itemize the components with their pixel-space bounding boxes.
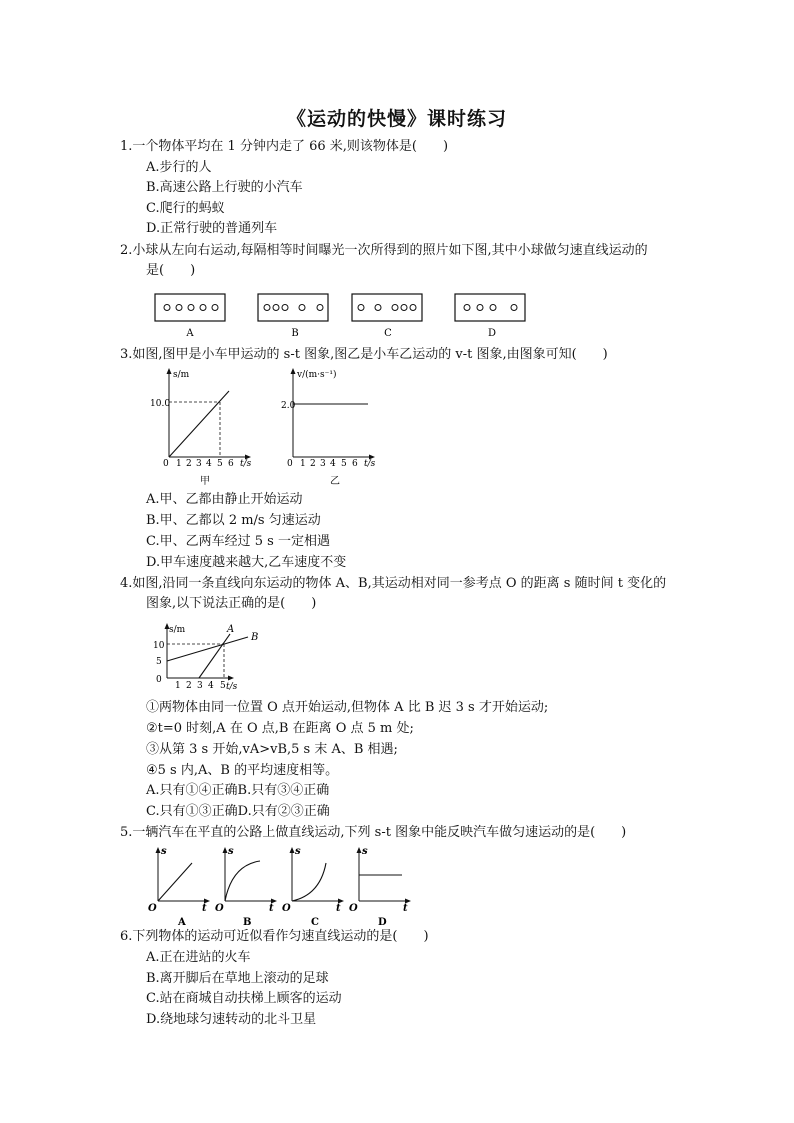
q4-statement-1: ①两物体由同一位置 O 点开始运动,但物体 A 比 B 迟 3 s 才开始运动; (146, 700, 549, 715)
q5-d-t-label: t (403, 903, 408, 914)
photo-a-label: A (186, 328, 194, 339)
q1-option-b: B.高速公路上行驶的小汽车 (146, 180, 303, 195)
q4-stem-line2: 图象,以下说法正确的是( ) (146, 596, 317, 611)
q5-graph-b (215, 846, 277, 928)
q2-stem-line1: 2.小球从左向右运动,每隔相等时间曝光一次所得到的照片如下图,其中小球做匀速直线运动的 (120, 243, 648, 258)
jia-x-tick-0: 0 (163, 459, 169, 469)
graph-jia (150, 368, 252, 487)
q1-option-a: A.步行的人 (146, 160, 212, 175)
q5-b-label: B (243, 917, 252, 928)
line-b (167, 637, 248, 661)
yi-y-label: v/(m·s⁻¹) (297, 370, 337, 380)
yi-x-tick-1: 1 (300, 459, 306, 469)
jia-x-tick-3: 3 (196, 459, 202, 469)
q4-options-line2: C.只有①③正确D.只有②③正确 (146, 804, 330, 819)
q5-a-s-label: s (161, 846, 167, 857)
q3-option-a: A.甲、乙都由静止开始运动 (146, 492, 303, 507)
q3-stem: 3.如图,图甲是小车甲运动的 s-t 图象,图乙是小车乙运动的 v-t 图象,由图象可知( ) (120, 347, 608, 362)
q4-statement-4: ④5 s 内,A、B 的平均速度相等。 (146, 763, 339, 778)
q5-a-label: A (178, 917, 186, 928)
q1-option-c: C.爬行的蚂蚁 (146, 201, 225, 216)
q5-c-label: C (311, 917, 319, 928)
q4-statement-2: ②t=0 时刻,A 在 O 点,B 在距离 O 点 5 m 处; (146, 721, 414, 736)
q5-b-t-label: t (269, 903, 274, 914)
yi-x-tick-2: 2 (310, 459, 316, 469)
q3-graphs (150, 365, 400, 490)
q4-y-tick-10: 10 (153, 641, 165, 651)
q4-label-a: A (227, 624, 235, 635)
q5-graphs (144, 843, 414, 928)
graph-yi (281, 368, 376, 487)
q5-graph-c (282, 846, 344, 928)
jia-y-tick: 10.0 (150, 399, 171, 409)
q4-x-tick-2: 2 (186, 681, 192, 691)
q5-c-t-label: t (336, 903, 341, 914)
q5-stem: 5.一辆汽车在平直的公路上做直线运动,下列 s-t 图象中能反映汽车做匀速运动的是( ) (120, 825, 627, 840)
yi-x-tick-3: 3 (320, 459, 326, 469)
jia-x-tick-6: 6 (228, 459, 234, 469)
jia-caption: 甲 (200, 476, 210, 487)
jia-x-tick-4: 4 (206, 459, 212, 469)
q6-option-c: C.站在商城自动扶梯上顾客的运动 (146, 991, 342, 1006)
q4-x-tick-1: 1 (175, 681, 181, 691)
q5-a-t-label: t (202, 903, 207, 914)
jia-y-label: s/m (173, 370, 190, 380)
q5-d-label: D (378, 917, 387, 928)
jia-x-tick-5: 5 (217, 459, 223, 469)
photo-d-label: D (487, 328, 497, 339)
q4-x-label: t/s (226, 682, 238, 692)
jia-x-tick-2: 2 (186, 459, 192, 469)
photo-b-label: B (291, 328, 299, 339)
q4-y-tick-0: 0 (156, 675, 162, 685)
q5-graph-d (349, 846, 411, 928)
jia-x-label: t/s (240, 459, 252, 469)
yi-x-tick-4: 4 (330, 459, 336, 469)
page-title: 《运动的快慢》课时练习 (286, 108, 507, 130)
q3-option-d: D.甲车速度越来越大,乙车速度不变 (146, 555, 347, 570)
q4-graph (148, 620, 278, 695)
q4-options-line1: A.只有①④正确B.只有③④正确 (146, 783, 330, 798)
q6-option-b: B.离开脚后在草地上滚动的足球 (146, 971, 329, 986)
q4-y-label: s/m (169, 625, 186, 635)
jia-x-tick-1: 1 (176, 459, 182, 469)
q5-b-s-label: s (228, 846, 234, 857)
q4-x-tick-3: 3 (197, 681, 203, 691)
q2-ball-photos (150, 290, 540, 340)
line-a (199, 634, 230, 678)
q4-y-tick-5: 5 (156, 657, 162, 667)
q4-statement-3: ③从第 3 s 开始,vA>vB,5 s 末 A、B 相遇; (146, 742, 398, 757)
q3-option-c: C.甲、乙两车经过 5 s 一定相遇 (146, 534, 330, 549)
yi-y-tick: 2.0 (281, 401, 296, 411)
q4-label-b: B (251, 632, 259, 643)
q4-x-tick-4: 4 (208, 681, 214, 691)
q6-stem: 6.下列物体的运动可近似看作匀速直线运动的是( ) (120, 929, 429, 944)
yi-x-tick-5: 5 (341, 459, 347, 469)
yi-x-tick-0: 0 (287, 459, 293, 469)
photo-c-label: C (384, 328, 392, 339)
q6-option-a: A.正在进站的火车 (146, 950, 251, 965)
photo-b (258, 294, 328, 339)
q5-c-s-label: s (295, 846, 301, 857)
q5-d-s-label: s (362, 846, 368, 857)
q5-a-origin: O (148, 903, 157, 914)
photo-a (155, 294, 225, 339)
q1-stem: 1.一个物体平均在 1 分钟内走了 66 米,则该物体是( ) (120, 139, 449, 154)
q3-option-b: B.甲、乙都以 2 m/s 匀速运动 (146, 513, 321, 528)
q1-option-d: D.正常行驶的普通列车 (146, 221, 278, 236)
q5-c-origin: O (282, 903, 291, 914)
yi-x-label: t/s (364, 459, 376, 469)
q5-b-origin: O (215, 903, 224, 914)
q5-d-origin: O (349, 903, 358, 914)
q2-stem-line2: 是( ) (146, 263, 196, 278)
q4-x-tick-5: 5 (220, 681, 226, 691)
q4-stem-line1: 4.如图,沿同一条直线向东运动的物体 A、B,其运动相对同一参考点 O 的距离 s 随时间 t 变化的 (120, 576, 667, 591)
yi-caption: 乙 (330, 476, 340, 487)
photo-c (352, 294, 422, 339)
photo-d (455, 294, 525, 339)
q5-graph-a (148, 846, 210, 928)
yi-x-tick-6: 6 (352, 459, 358, 469)
q6-option-d: D.绕地球匀速转动的北斗卫星 (146, 1012, 317, 1027)
